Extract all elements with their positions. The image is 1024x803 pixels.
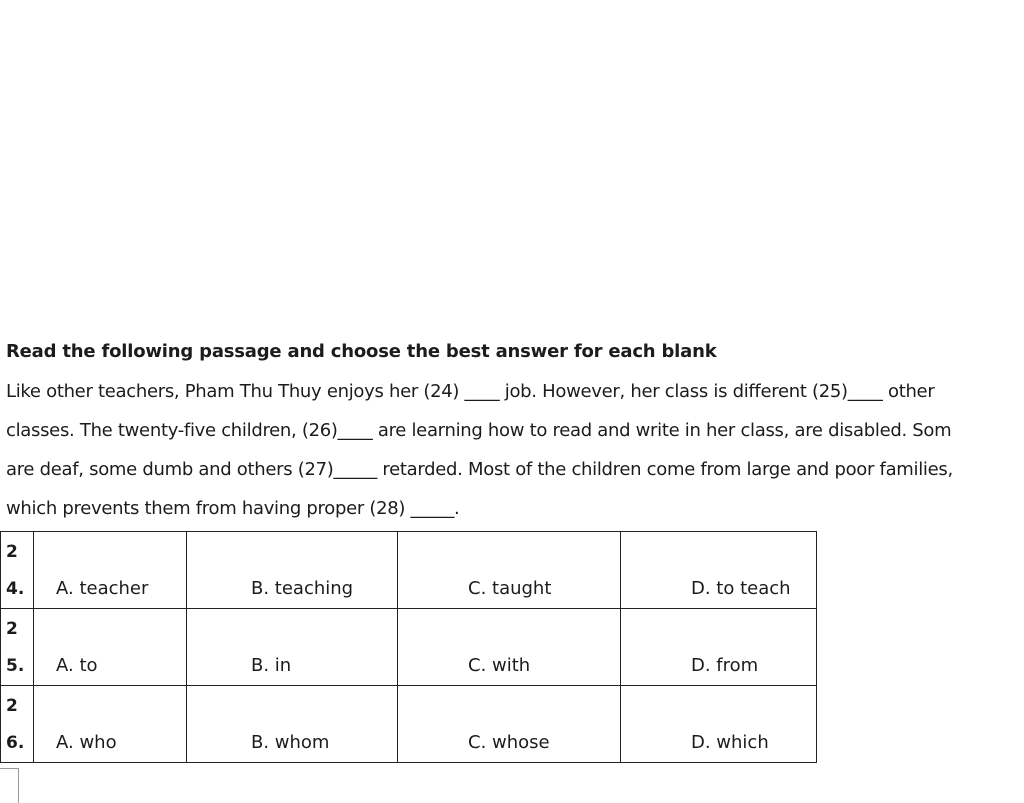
question-number-bottom: 5.	[6, 656, 25, 676]
option-c-cell	[398, 532, 621, 609]
option-a-cell	[34, 532, 187, 609]
option-c: C. taught	[468, 578, 552, 599]
question-number-bottom: 6.	[6, 733, 25, 753]
option-b: B. in	[251, 655, 292, 676]
passage-line: are deaf, some dumb and others (27)_____ retarded. Most of the children come from large and poor families,	[6, 459, 953, 480]
option-a-cell	[34, 686, 187, 763]
question-number-top: 2	[6, 542, 18, 562]
option-c-cell	[398, 609, 621, 686]
page-edge-mark	[0, 768, 19, 803]
question-row	[1, 686, 817, 763]
option-d: D. which	[691, 732, 769, 753]
passage-line: classes. The twenty-five children, (26)____ are learning how to read and write in her class, are disabled. Som	[6, 420, 952, 441]
option-d-cell	[621, 532, 817, 609]
option-b: B. teaching	[251, 578, 354, 599]
option-c: C. with	[468, 655, 531, 676]
option-a-cell	[34, 609, 187, 686]
question-number-top: 2	[6, 696, 18, 716]
passage-line: Like other teachers, Pham Thu Thuy enjoys her (24) ____ job. However, her class is different (25)____ other	[6, 381, 935, 402]
answer-options-table	[0, 531, 817, 763]
option-a: A. to	[56, 655, 98, 676]
option-d: D. to teach	[691, 578, 791, 599]
question-row	[1, 609, 817, 686]
option-b: B. whom	[251, 732, 330, 753]
question-number-top: 2	[6, 619, 18, 639]
option-c: C. whose	[468, 732, 550, 753]
option-d-cell	[621, 609, 817, 686]
question-number-bottom: 4.	[6, 579, 25, 599]
option-d: D. from	[691, 655, 759, 676]
option-c-cell	[398, 686, 621, 763]
option-a: A. who	[56, 732, 117, 753]
option-b-cell	[187, 686, 398, 763]
option-b-cell	[187, 609, 398, 686]
option-a: A. teacher	[56, 578, 149, 599]
question-number-cell	[1, 532, 34, 609]
question-number-cell	[1, 686, 34, 763]
option-d-cell	[621, 686, 817, 763]
passage-line: which prevents them from having proper (28) _____.	[6, 498, 460, 519]
question-number-cell	[1, 609, 34, 686]
question-row	[1, 532, 817, 609]
option-b-cell	[187, 532, 398, 609]
instruction-heading: Read the following passage and choose the best answer for each blank	[6, 341, 717, 362]
